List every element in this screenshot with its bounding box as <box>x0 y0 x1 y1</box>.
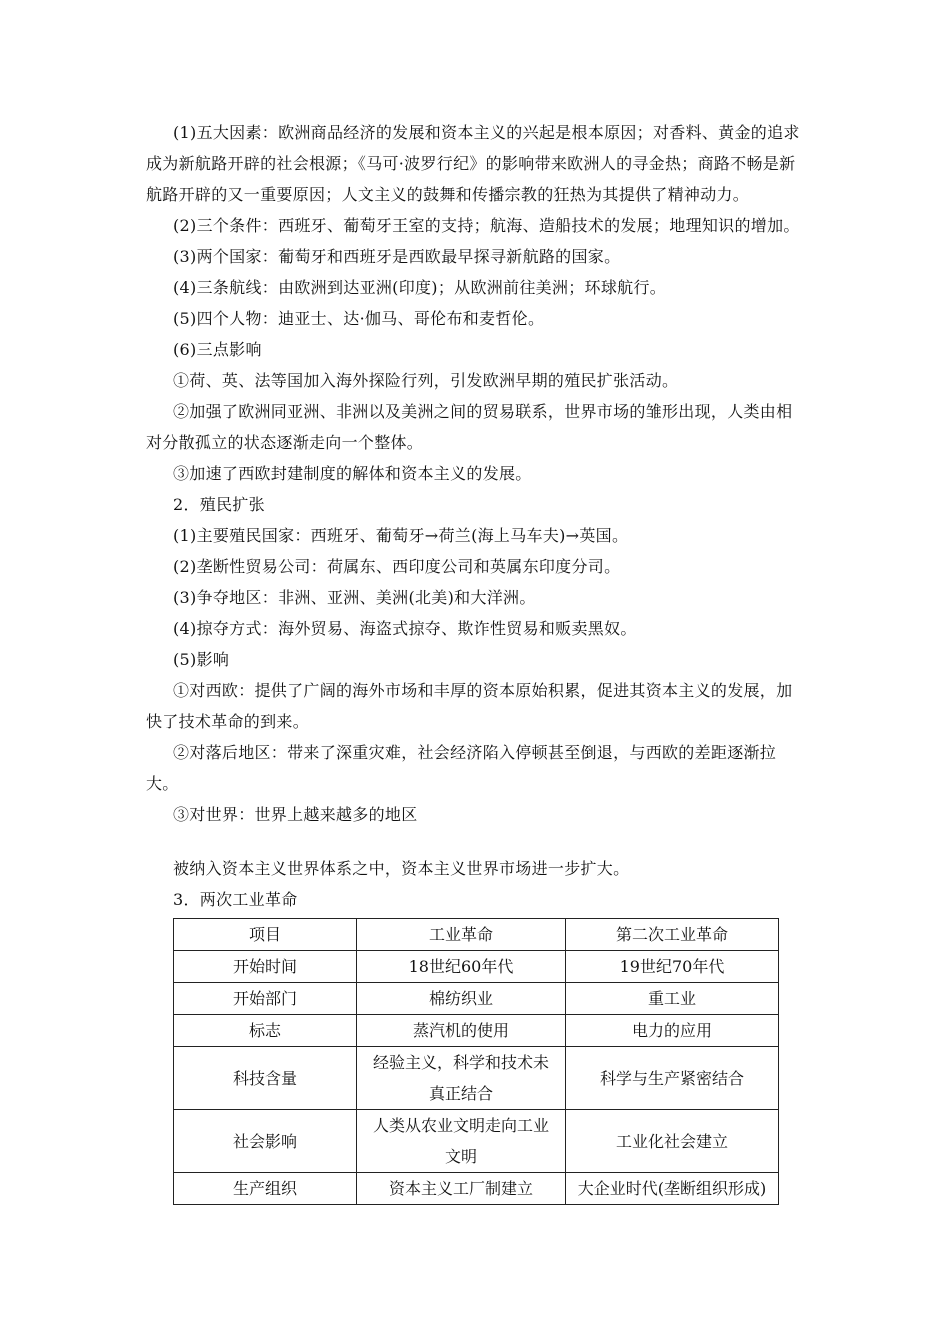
paragraph-three-routes: (4)三条航线：由欧洲到达亚洲(印度)；从欧洲前往美洲；环球航行。 <box>173 278 667 297</box>
paragraph-five-factors: (1)五大因素：欧洲商品经济的发展和资本主义的兴起是根本原因；对香料、黄金的追求成为新航路开辟的社会根源；《马可·波罗行纪》的影响带来欧洲人的寻金热；商路不畅是新航路开辟的又一重要原因；人文主义的鼓舞和传播宗教的狂热为其提供了精神动力。 <box>146 123 800 204</box>
paragraph-effect-3: ③加速了西欧封建制度的解体和资本主义的发展。 <box>173 464 532 483</box>
table-header-cell: 项目 <box>174 919 357 951</box>
table-header-cell: 工业革命 <box>357 919 566 951</box>
paragraph-plunder-methods: (4)掠夺方式：海外贸易、海盗式掠夺、欺诈性贸易和贩卖黑奴。 <box>173 619 637 638</box>
paragraph-contested-regions: (3)争夺地区：非洲、亚洲、美洲(北美)和大洋洲。 <box>173 588 536 607</box>
table-cell-text: 人类从农业文明走向工业文明 <box>373 1116 550 1166</box>
table-cell: 18世纪60年代 <box>357 951 566 983</box>
paragraph-influence-world-cont: 被纳入资本主义世界体系之中，资本主义世界市场进一步扩大。 <box>173 859 630 878</box>
table-cell: 重工业 <box>566 983 779 1015</box>
table-row <box>174 1015 779 1047</box>
paragraph-three-effects-heading: (6)三点影响 <box>173 340 262 359</box>
table-cell: 科技含量 <box>174 1047 357 1110</box>
table-cell: 19世纪70年代 <box>566 951 779 983</box>
table-row <box>174 983 779 1015</box>
table-cell: 社会影响 <box>174 1110 357 1173</box>
industrial-revolution-table <box>173 918 779 1205</box>
table-cell: 蒸汽机的使用 <box>357 1015 566 1047</box>
section-heading-colonial: 2．殖民扩张 <box>173 495 265 514</box>
table-cell: 开始时间 <box>174 951 357 983</box>
table-cell: 工业化社会建立 <box>566 1110 779 1173</box>
paragraph-influence-backward-regions: ②对落后地区：带来了深重灾难，社会经济陷入停顿甚至倒退，与西欧的差距逐渐拉大。 <box>146 743 777 793</box>
table-cell: 开始部门 <box>174 983 357 1015</box>
table-cell: 棉纺织业 <box>357 983 566 1015</box>
paragraph-influence-heading: (5)影响 <box>173 650 230 669</box>
paragraph-effect-1: ①荷、英、法等国加入海外探险行列，引发欧洲早期的殖民扩张活动。 <box>173 371 679 390</box>
paragraph-three-conditions: (2)三个条件：西班牙、葡萄牙王室的支持；航海、造船技术的发展；地理知识的增加。 <box>173 216 800 235</box>
paragraph-four-people: (5)四个人物：迪亚士、达·伽马、哥伦布和麦哲伦。 <box>173 309 545 328</box>
table-cell: 电力的应用 <box>566 1015 779 1047</box>
table-cell: 大企业时代(垄断组织形成) <box>566 1173 779 1205</box>
paragraph-colonial-countries: (1)主要殖民国家：西班牙、葡萄牙→荷兰(海上马车夫)→英国。 <box>173 526 629 545</box>
table-cell: 生产组织 <box>174 1173 357 1205</box>
table-header-cell: 第二次工业革命 <box>566 919 779 951</box>
table-cell: 科学与生产紧密结合 <box>566 1047 779 1110</box>
table-row <box>174 1173 779 1205</box>
paragraph-influence-west-europe: ①对西欧：提供了广阔的海外市场和丰厚的资本原始积累，促进其资本主义的发展，加快了技术革命的到来。 <box>146 681 793 731</box>
table-row <box>174 951 779 983</box>
table-cell: 标志 <box>174 1015 357 1047</box>
table-row <box>174 1110 779 1173</box>
paragraph-influence-world: ③对世界：世界上越来越多的地区 <box>173 805 418 824</box>
paragraph-monopoly-companies: (2)垄断性贸易公司：荷属东、西印度公司和英属东印度分司。 <box>173 557 621 576</box>
table-header-row <box>174 919 779 951</box>
table-cell: 资本主义工厂制建立 <box>357 1173 566 1205</box>
section-heading-industrial-revolutions: 3．两次工业革命 <box>173 890 298 909</box>
table-cell-text: 经验主义，科学和技术未真正结合 <box>373 1053 550 1103</box>
table-row <box>174 1047 779 1110</box>
paragraph-effect-2: ②加强了欧洲同亚洲、非洲以及美洲之间的贸易联系，世界市场的雏形出现，人类由相对分散孤立的状态逐渐走向一个整体。 <box>146 402 793 452</box>
table-cell <box>357 1110 566 1173</box>
paragraph-two-countries: (3)两个国家：葡萄牙和西班牙是西欧最早探寻新航路的国家。 <box>173 247 621 266</box>
table-cell <box>357 1047 566 1110</box>
